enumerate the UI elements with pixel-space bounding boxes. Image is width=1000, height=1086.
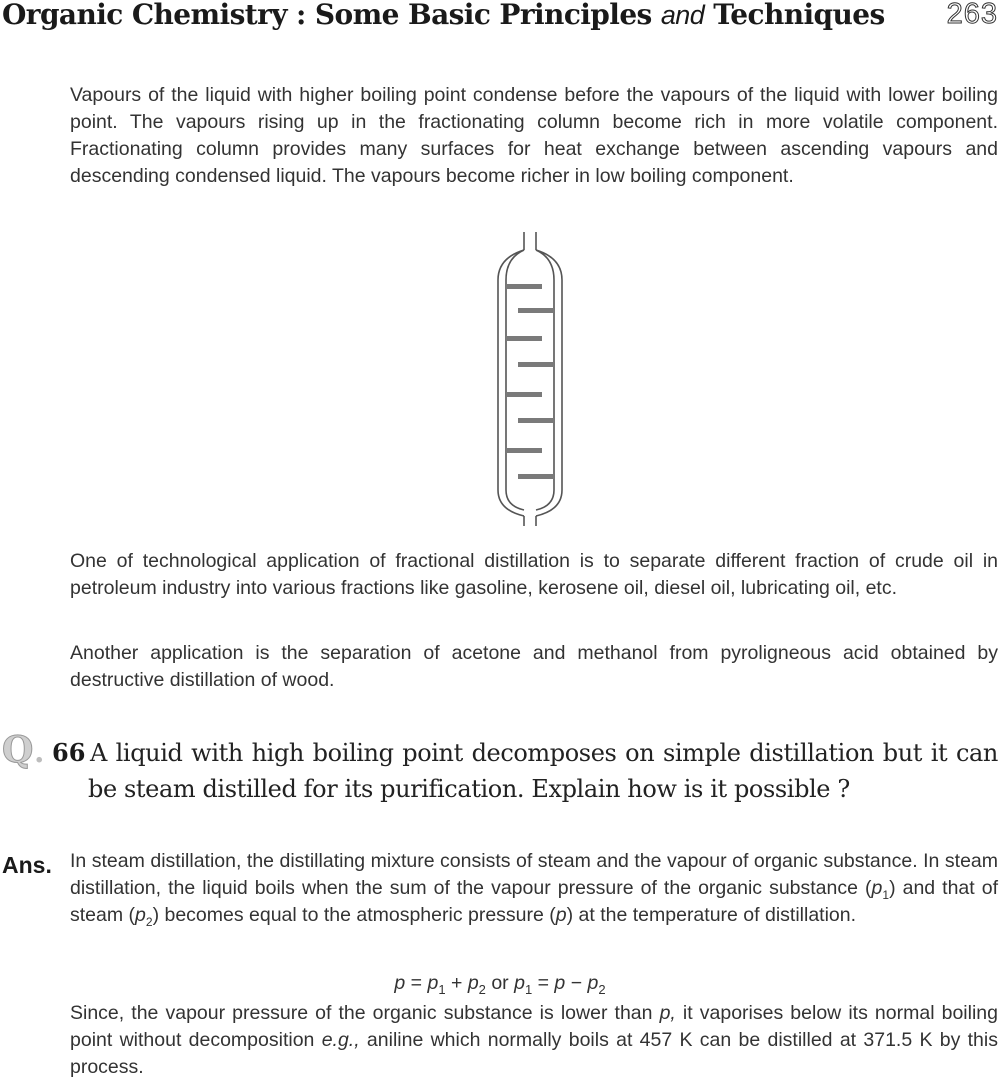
eq-term: p xyxy=(427,972,439,994)
var-p: p, xyxy=(659,1002,676,1024)
eq-plus: + xyxy=(445,972,468,994)
eq-lhs: p xyxy=(394,972,406,994)
fractionating-column-figure xyxy=(490,228,570,533)
sub-2: 2 xyxy=(145,914,153,929)
question-mark-dot: . xyxy=(34,735,45,770)
var-p: p xyxy=(871,877,883,899)
plate-left-2 xyxy=(506,336,542,341)
eq-term: p xyxy=(587,972,599,994)
answer-s3: ) becomes equal to the atmospheric pressure ( xyxy=(152,904,556,926)
plate-right-3 xyxy=(518,418,554,423)
paragraph-fractionating: Vapours of the liquid with higher boiling point condense before the vapours of the liquid with lower boiling point. The vapours rising up in the fractionating column become rich in more volatile component. Fractionating column provides many surfaces for heat exchange between ascending vapours and descending condensed liquid. The vapours become richer in low boiling component. xyxy=(70,84,998,187)
eq-or: or xyxy=(485,972,515,994)
answer-s5: Since, the vapour pressure of the organic substance is lower than xyxy=(70,1002,660,1024)
answer-paragraph-2 xyxy=(70,1000,998,1081)
paragraph-pyroligneous: Another application is the separation of acetone and methanol from pyroligneous acid obtained by destructive distillation of wood. xyxy=(70,642,998,691)
question-mark-q: Q xyxy=(2,729,34,771)
chapter-title-part2: Techniques xyxy=(704,0,885,31)
chapter-title-part1: Organic Chemistry : Some Basic Principles xyxy=(2,0,661,31)
sub-1: 1 xyxy=(882,887,890,902)
plate-left-4 xyxy=(506,448,542,453)
plate-left-3 xyxy=(506,392,542,397)
answer-s4: ) at the temperature of distillation. xyxy=(566,904,857,926)
eq-term: p xyxy=(514,972,525,994)
answer-s6: it vaporises below its normal boiling point without decomposition xyxy=(70,1002,998,1051)
answer-eg: e.g., xyxy=(321,1029,360,1051)
answer-label: Ans. xyxy=(2,852,52,878)
answer-s1: In steam distillation, the distillating mixture consists of steam and the vapour of organic substance. In steam distillation, the liquid boils when the sum of the vapour pressure of the organic substance ( xyxy=(70,850,998,899)
plate-left-1 xyxy=(506,284,542,289)
fractionating-column-diagram xyxy=(490,228,570,528)
answer-s2: ) and that of steam ( xyxy=(70,877,998,926)
question-text xyxy=(88,735,998,807)
var-p: p xyxy=(135,904,146,926)
chapter-title xyxy=(2,0,885,31)
eq-sub: 1 xyxy=(524,981,533,997)
question-text-content: A liquid with high boiling point decomposes on simple distillation but it can be steam distilled for its purification. Explain how is it possible ? xyxy=(88,739,998,803)
answer-paragraph-1 xyxy=(70,848,998,929)
plate-right-1 xyxy=(518,308,554,313)
eq-equals: = xyxy=(405,972,428,994)
page-header xyxy=(0,0,1000,40)
eq-equals: = xyxy=(532,972,555,994)
eq-sub: 2 xyxy=(478,981,486,997)
eq-minus: − xyxy=(565,972,588,994)
pressure-equation xyxy=(0,972,1000,995)
var-p: p xyxy=(555,904,567,926)
page-number: 263 xyxy=(946,0,998,30)
eq-term: p xyxy=(467,972,479,994)
plate-right-2 xyxy=(518,362,554,367)
plate-right-4 xyxy=(518,474,554,479)
eq-sub: 2 xyxy=(598,981,606,997)
chapter-title-and: and xyxy=(660,0,705,30)
eq-sub: 1 xyxy=(438,981,446,997)
paragraph-crude-oil: One of technological application of fractional distillation is to separate different fraction of crude oil in petroleum industry into various fractions like gasoline, kerosene oil, diesel oil, lubricating oil, etc. xyxy=(70,550,998,599)
answer-s7: aniline which normally boils at 457 K can be distilled at 371.5 K by this process. xyxy=(70,1029,998,1078)
question-number: 66 xyxy=(52,738,86,767)
eq-term: p xyxy=(554,972,566,994)
